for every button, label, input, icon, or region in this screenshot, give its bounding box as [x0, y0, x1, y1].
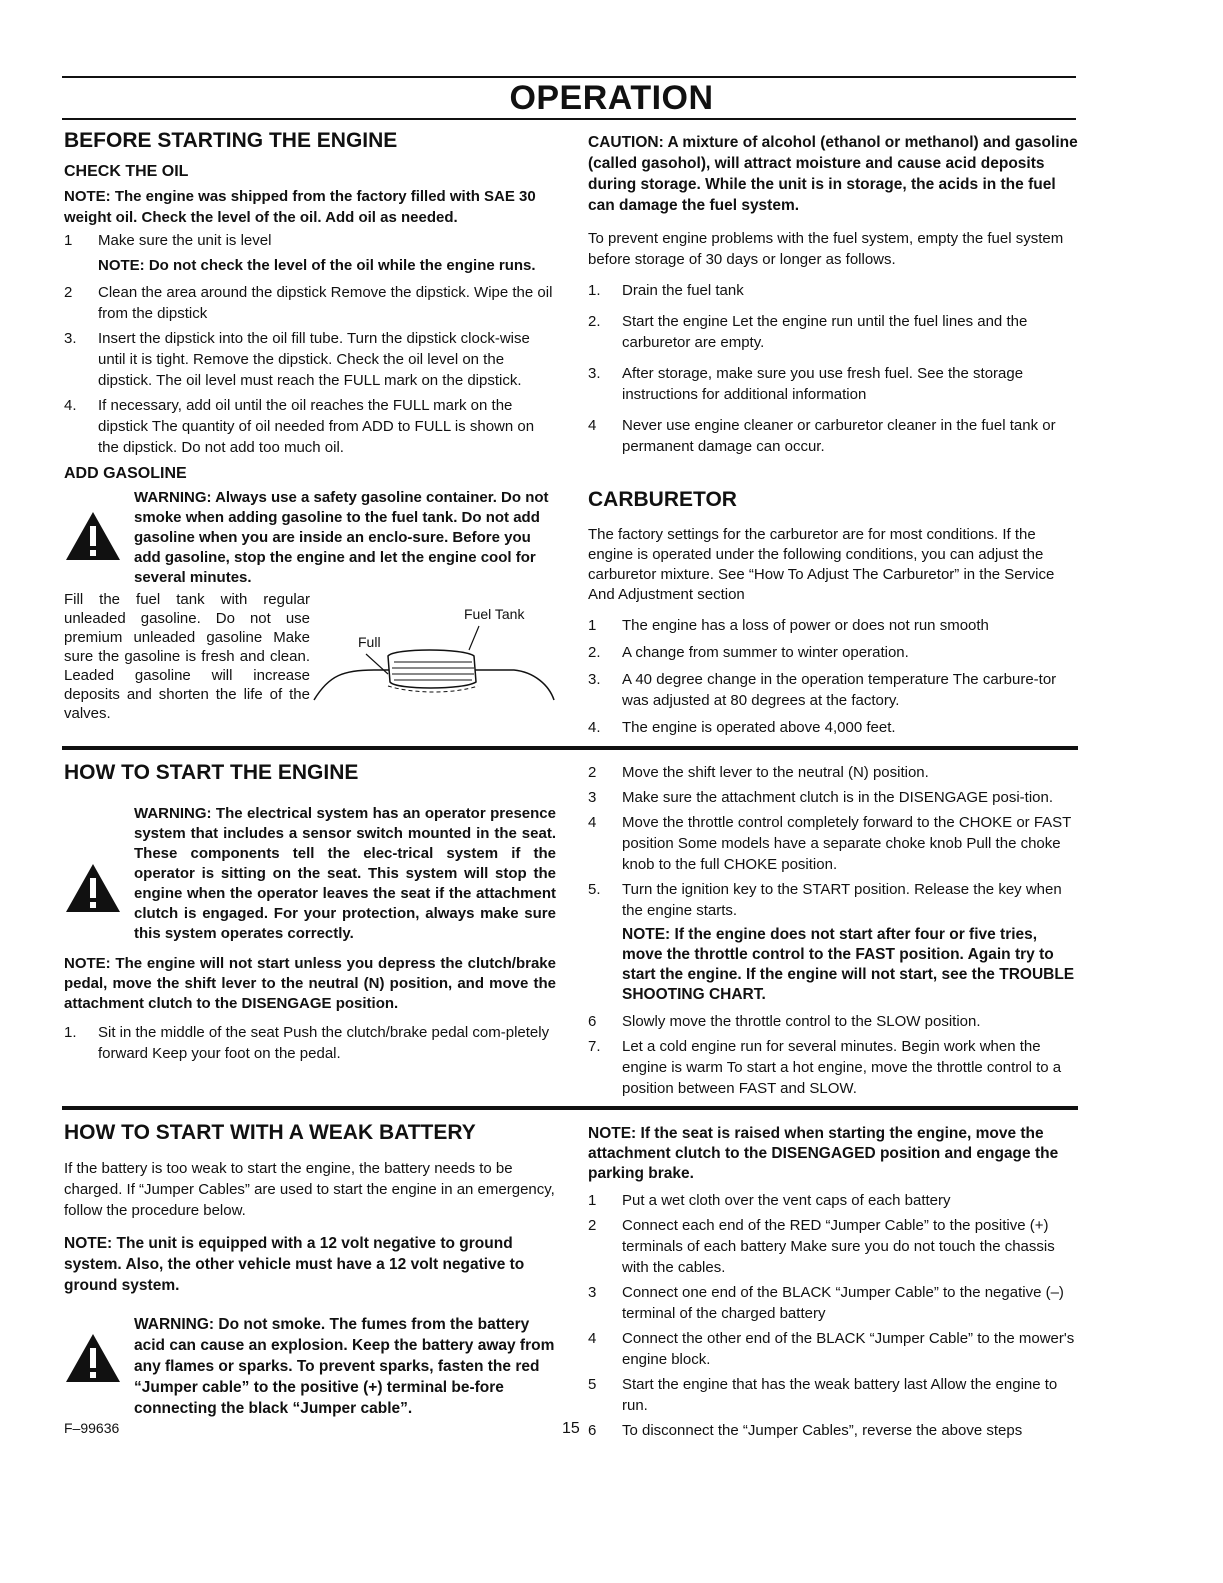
caution-text: CAUTION: A mixture of alcohol (ethanol or methanol) and gasoline (called gasohol), will attract moisture and cause acid deposits during storage. While the unit is in storage, the acids in the fuel can damage the fuel system. [588, 134, 1078, 214]
title-rule [62, 118, 1076, 120]
weak-battery-section [64, 1120, 556, 1419]
battery-warning-text: WARNING: Do not smoke. The fumes from the battery acid can cause an explosion. Keep the battery away from any flames or sparks. To prevent sparks, fasten the red “Jumper cable” to the positive (+) terminal be-fore connecting the black “Jumper cable”. [134, 1316, 555, 1417]
start-engine-steps-left [64, 1022, 556, 1064]
carburetor-heading: CARBURETOR [588, 488, 737, 511]
warning-triangle-icon [64, 510, 122, 562]
start-engine-note: NOTE: The engine will not start unless you depress the clutch/brake pedal, move the shift lever to the neutral (N) position, and move the attachment clutch to the DISENGAGE position. [64, 955, 556, 1012]
full-label: Full [358, 634, 381, 650]
check-oil-note: NOTE: The engine was shipped from the factory filled with SAE 30 weight oil. Check the level of the oil. Add oil as needed. [64, 188, 536, 226]
start-engine-steps-right-2 [588, 1011, 1078, 1099]
weak-battery-note-right: NOTE: If the seat is raised when starting the engine, move the attachment clutch to the DISENGAGED position and engage the parking brake. [588, 1125, 1059, 1182]
carburetor-steps [588, 615, 1078, 738]
caution-intro: To prevent engine problems with the fuel system, empty the fuel system before storage of 30 days or longer as follows. [588, 230, 1064, 268]
start-engine-steps-right [588, 762, 1078, 921]
start-engine-steps-section [588, 762, 1078, 1103]
fuel-tank-drawing [304, 590, 556, 718]
list-item: 5. Turn the ignition key to the START position. Release the key when the engine starts. [588, 881, 1062, 919]
list-item: 2 Move the shift lever to the neutral (N) position. [588, 764, 929, 781]
warning-triangle-icon [64, 1332, 122, 1384]
caution-section [588, 132, 1078, 742]
gasoline-warning [64, 488, 556, 588]
jumper-cable-steps [588, 1190, 1078, 1441]
page-title: OPERATION [509, 79, 714, 117]
list-item: 7. Let a cold engine run for several minutes. Begin work when the engine is warm To start a hot engine, move the throttle control to a position between FAST and SLOW. [588, 1038, 1062, 1097]
weak-battery-intro: If the battery is too weak to start the engine, the battery needs to be charged. If “Jumper Cables” are used to start the engine in an emergency, follow the procedure below. [64, 1160, 555, 1219]
jumper-cable-section [588, 1124, 1078, 1445]
gasoline-body-row [64, 590, 556, 720]
fuel-tank-figure [304, 590, 556, 718]
list-item: 1 Make sure the unit is level [64, 232, 272, 249]
list-item: 1 Put a wet cloth over the vent caps of each battery [588, 1192, 951, 1209]
list-item: 6 To disconnect the “Jumper Cables”, reverse the above steps [588, 1422, 1023, 1439]
list-item: 5 Start the engine that has the weak battery last Allow the engine to run. [588, 1376, 1058, 1414]
list-item: 2 Clean the area around the dipstick Remove the dipstick. Wipe the oil from the dipstick [64, 284, 553, 322]
list-item: 3 Connect one end of the BLACK “Jumper Cable” to the negative (–) terminal of the charged battery [588, 1284, 1064, 1322]
before-starting-section [64, 128, 556, 720]
weak-battery-heading: HOW TO START WITH A WEAK BATTERY [64, 1121, 476, 1144]
list-item: 2 Connect each end of the RED “Jumper Cable” to the positive (+) terminals of each battery Make sure you do not touch the chassis with the cables. [588, 1217, 1055, 1276]
page-number: 15 [562, 1420, 580, 1437]
gasoline-warning-text: WARNING: Always use a safety gasoline container. Do not smoke when adding gasoline to the fuel tank. Do not add gasoline when you are inside an enclo-sure. Before you add gasoline, stop the engine and let the engine cool for several minutes. [134, 489, 549, 586]
list-item-note [64, 255, 556, 276]
step1-note: NOTE: Do not check the level of the oil while the engine runs. [98, 257, 536, 274]
section-divider-1 [62, 746, 1078, 750]
electrical-warning [64, 804, 556, 944]
step5-note: NOTE: If the engine does not start after four or five tries, move the throttle control to the FAST position. Again try to start the engine. If the engine will not start, see the TROUBLE SHOOTING CHART. [622, 926, 1075, 1003]
start-engine-section [64, 760, 556, 1068]
list-item: 4. If necessary, add oil until the oil reaches the FULL mark on the dipstick The quantity of oil needed from ADD to FULL is shown on the dipstick. Do not add too much oil. [64, 397, 535, 456]
list-item: 3 Make sure the attachment clutch is in the DISENGAGE posi-tion. [588, 789, 1054, 806]
list-item: 2. A change from summer to winter operation. [588, 644, 909, 661]
gasoline-body: Fill the fuel tank with regular unleaded gasoline. Do not use premium unleaded gasoline Make sure the gasoline is fresh and clean. Leaded gasoline will increase deposits and shorten the life of the valves. [64, 591, 310, 722]
warning-triangle-icon [64, 862, 122, 914]
list-item: 3. Insert the dipstick into the oil fill tube. Turn the dipstick clock-wise until it is tight. Remove the dipstick. Check the oil level on the dipstick. The oil level must reach the FULL mark on the dipstick. [64, 330, 530, 389]
section-divider-2 [62, 1106, 1078, 1110]
list-item: 6 Slowly move the throttle control to the SLOW position. [588, 1013, 981, 1030]
list-item: 3. A 40 degree change in the operation temperature The carbure-tor was adjusted at 80 degrees at the factory. [588, 671, 1057, 709]
electrical-warning-text: WARNING: The electrical system has an operator presence system that includes a sensor switch mounted in the seat. These components tell the elec-trical system if the operator is sitting on the seat. This system will stop the engine when the operator leaves the seat if the attachment clutch is engaged. For your protection, always make sure this system operates correctly. [134, 805, 556, 942]
check-oil-heading: CHECK THE OIL [64, 163, 189, 180]
list-item: 1. Sit in the middle of the seat Push the clutch/brake pedal com-pletely forward Keep your foot on the pedal. [64, 1024, 550, 1062]
fuel-tank-label: Fuel Tank [464, 606, 525, 622]
start-engine-heading: HOW TO START THE ENGINE [64, 761, 359, 784]
list-item: 1 The engine has a loss of power or does not run smooth [588, 617, 989, 634]
list-item: 3. After storage, make sure you use fresh fuel. See the storage instructions for additional information [588, 365, 1024, 403]
document-code: F–99636 [64, 1420, 120, 1436]
list-item: 1. Drain the fuel tank [588, 282, 744, 299]
list-item: 4 Never use engine cleaner or carburetor cleaner in the fuel tank or permanent damage can occur. [588, 417, 1056, 455]
caution-steps [588, 280, 1078, 457]
list-item: 4 Connect the other end of the BLACK “Jumper Cable” to the mower's engine block. [588, 1330, 1075, 1368]
weak-battery-note: NOTE: The unit is equipped with a 12 volt negative to ground system. Also, the other vehicle must have a 12 volt negative to ground system. [64, 1235, 525, 1294]
list-item: 2. Start the engine Let the engine run until the fuel lines and the carburetor are empty. [588, 313, 1028, 351]
carburetor-intro: The factory settings for the carburetor are for most conditions. If the engine is operated under the following conditions, you can adjust the carburetor mixture. See “How To Adjust The Carburetor” in the Service And Adjustment section [588, 526, 1055, 603]
before-starting-heading: BEFORE STARTING THE ENGINE [64, 129, 398, 152]
list-item: 4 Move the throttle control completely forward to the CHOKE or FAST position Some models have a separate choke knob Pull the choke knob to the full CHOKE position. [588, 814, 1072, 873]
list-item: 4. The engine is operated above 4,000 feet. [588, 719, 896, 736]
battery-warning [64, 1314, 556, 1419]
add-gasoline-heading: ADD GASOLINE [64, 465, 187, 482]
check-oil-steps [64, 230, 556, 458]
